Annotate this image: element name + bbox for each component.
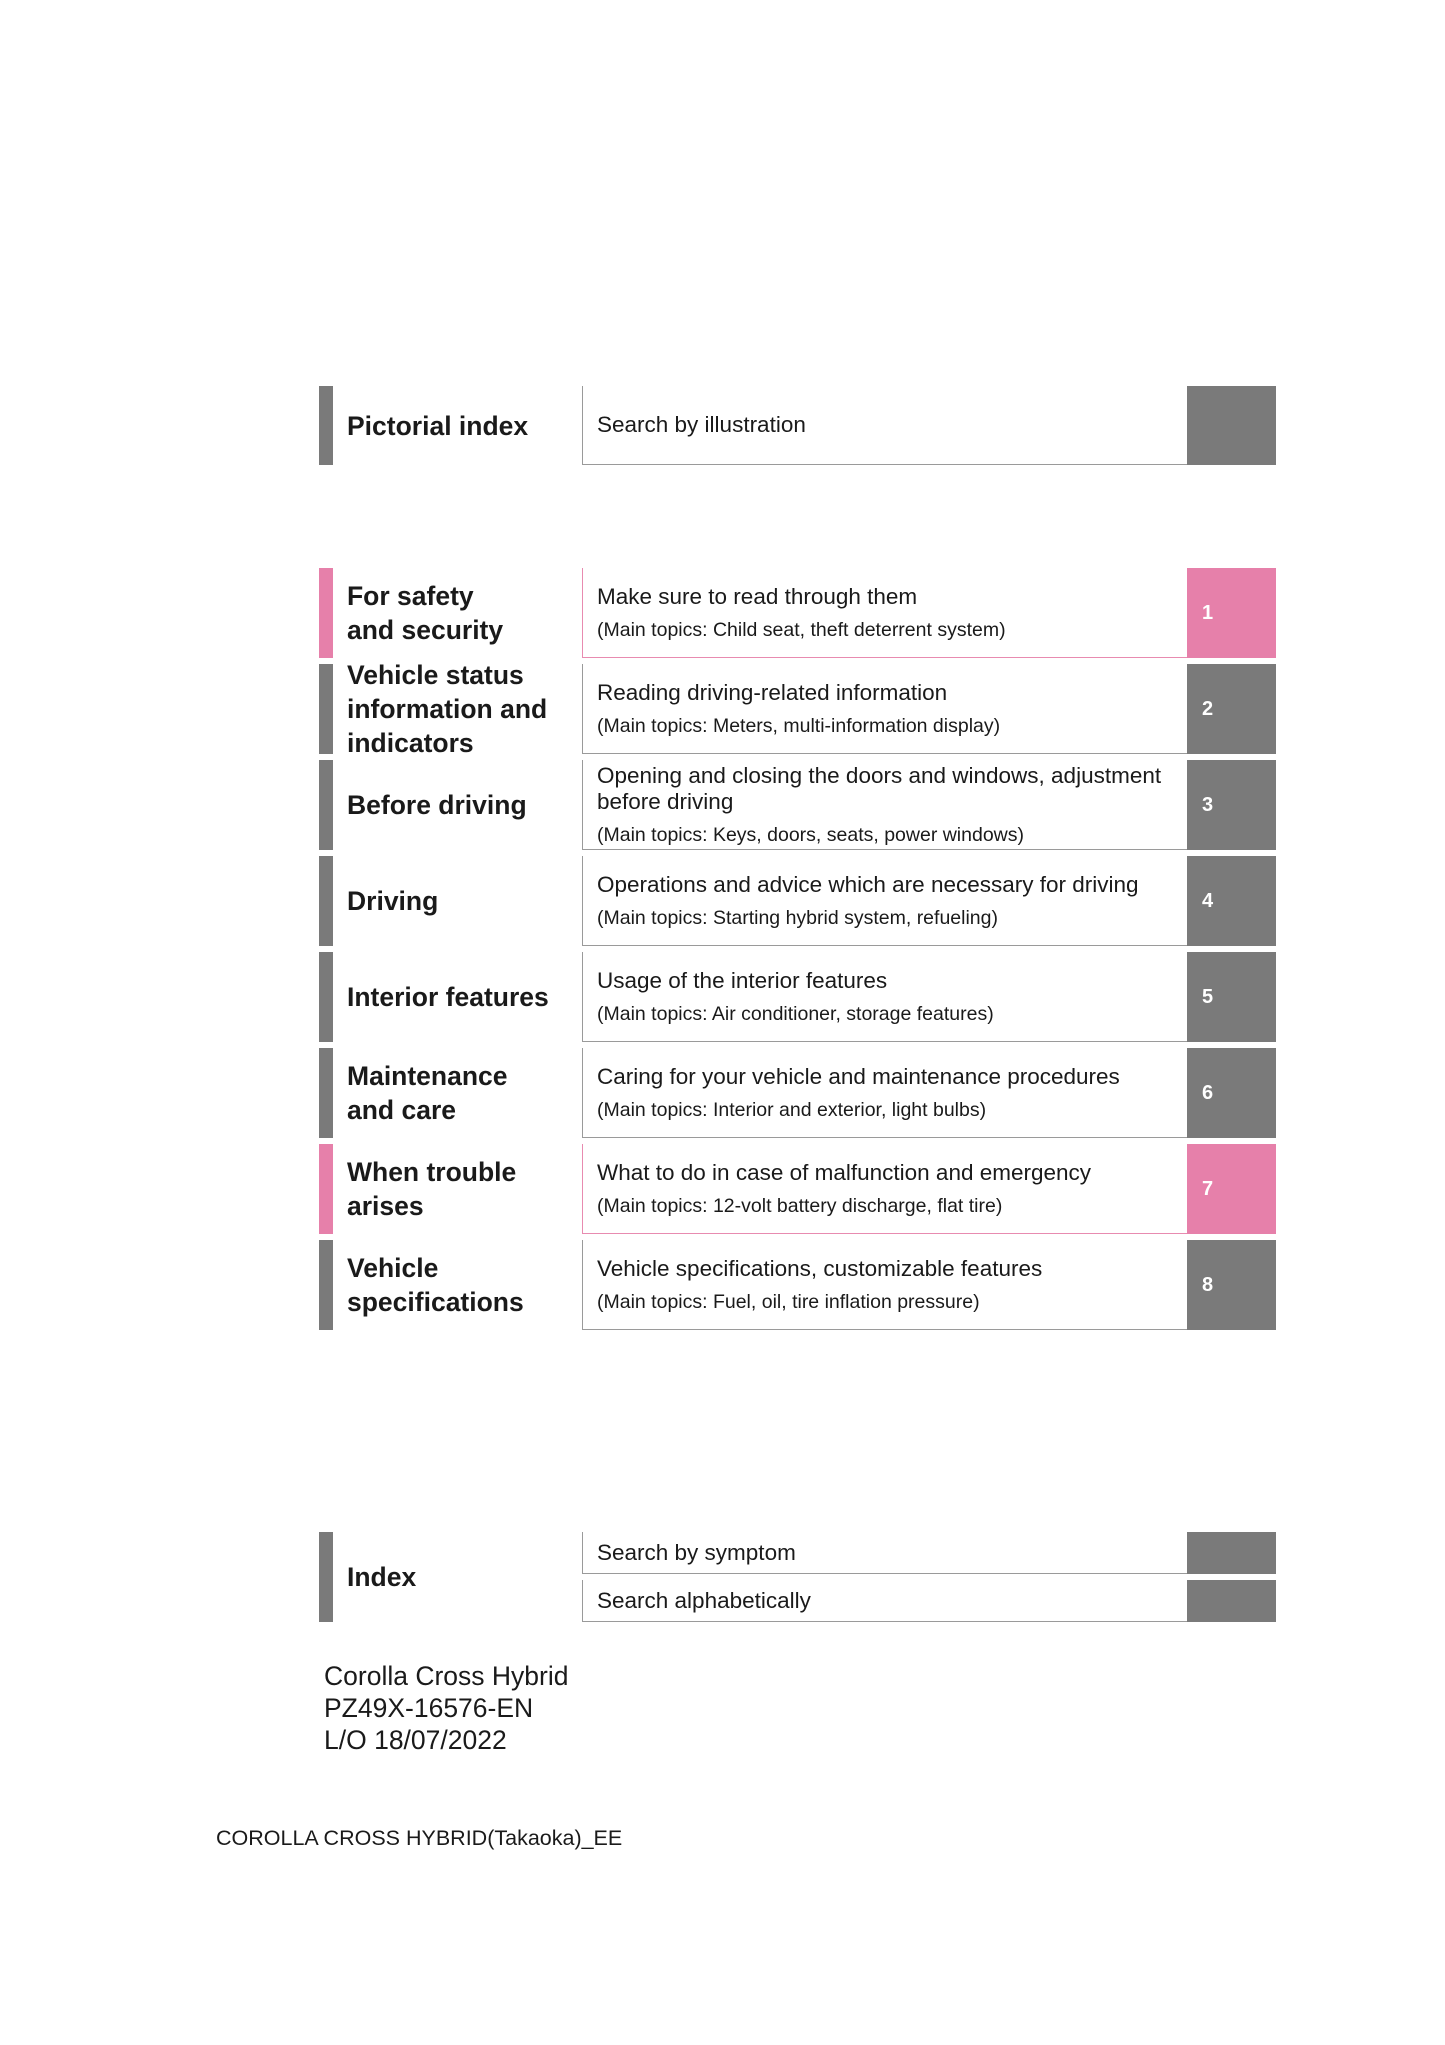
chapter-main-text: Opening and closing the doors and windows, adjustment before driving	[597, 762, 1162, 814]
chapter-description	[582, 664, 1187, 754]
index-tab[interactable]	[1187, 1580, 1276, 1622]
index-tab[interactable]	[1187, 1532, 1276, 1574]
model-name: Corolla Cross Hybrid	[324, 1661, 569, 1691]
chapter-topics: (Main topics: Interior and exterior, light bulbs)	[597, 1098, 987, 1121]
chapter-title-line: Driving	[347, 886, 439, 916]
pictorial-index-title: Pictorial index	[347, 410, 529, 441]
layout-date: L/O 18/07/2022	[324, 1725, 507, 1755]
chapter-description	[582, 1048, 1187, 1138]
chapter-main-text: Make sure to read through them	[597, 583, 918, 609]
chapter-topics: (Main topics: Air conditioner, storage features)	[597, 1002, 994, 1025]
section-marker-bar	[319, 856, 333, 946]
chapter-topics: (Main topics: Fuel, oil, tire inflation pressure)	[597, 1290, 980, 1313]
chapter-tab[interactable]: 7	[1187, 1144, 1276, 1234]
chapter-topics: (Main topics: 12-volt battery discharge, flat tire)	[597, 1194, 1003, 1217]
chapter-topics: (Main topics: Child seat, theft deterrent system)	[597, 618, 1006, 641]
section-marker-bar	[319, 1240, 333, 1330]
chapter-title-line: Vehicle	[347, 1253, 439, 1283]
chapter-title	[347, 856, 577, 946]
section-marker-bar	[319, 664, 333, 754]
chapter-row-3[interactable]	[319, 760, 1276, 850]
chapter-title-line: indicators	[347, 728, 474, 758]
chapter-description	[582, 568, 1187, 658]
page-footer: COROLLA CROSS HYBRID(Takaoka)_EE	[216, 1826, 623, 1850]
chapter-tab[interactable]: 1	[1187, 568, 1276, 658]
chapter-title-line: and care	[347, 1095, 457, 1125]
section-marker-bar	[319, 386, 333, 465]
chapter-row-7[interactable]	[319, 1144, 1276, 1234]
chapter-main-text: Vehicle specifications, customizable features	[597, 1255, 1043, 1281]
chapter-title-line: information and	[347, 694, 548, 724]
chapter-row-1[interactable]	[319, 568, 1276, 658]
section-marker-bar	[319, 1532, 333, 1622]
part-number: PZ49X-16576-EN	[324, 1693, 534, 1723]
chapter-main-text: Caring for your vehicle and maintenance procedures	[597, 1063, 1120, 1089]
section-marker-bar	[319, 568, 333, 658]
chapter-tab[interactable]: 6	[1187, 1048, 1276, 1138]
chapter-title	[347, 1240, 577, 1330]
chapter-title-line: specifications	[347, 1287, 524, 1317]
chapter-tab[interactable]: 2	[1187, 664, 1276, 754]
section-marker-bar	[319, 952, 333, 1042]
chapter-tab[interactable]: 5	[1187, 952, 1276, 1042]
chapter-main-text: What to do in case of malfunction and emergency	[597, 1159, 1092, 1185]
chapter-topics: (Main topics: Meters, multi-information display)	[597, 714, 1001, 737]
chapter-tab[interactable]: 4	[1187, 856, 1276, 946]
chapter-title-line: arises	[347, 1191, 424, 1221]
chapter-title-line: When trouble	[347, 1157, 517, 1187]
chapter-topics: (Main topics: Keys, doors, seats, power windows)	[597, 823, 1025, 846]
chapter-description	[582, 760, 1187, 850]
chapter-row-5[interactable]	[319, 952, 1276, 1042]
index-title: Index	[347, 1562, 417, 1592]
chapter-title	[347, 760, 577, 850]
chapter-title-line: Interior features	[347, 982, 549, 1012]
chapter-tab[interactable]: 8	[1187, 1240, 1276, 1330]
chapter-row-2[interactable]	[319, 660, 1276, 758]
chapter-description	[582, 1144, 1187, 1234]
chapter-title	[347, 1048, 577, 1138]
chapter-tab[interactable]: 3	[1187, 760, 1276, 850]
pictorial-index-text: Search by illustration	[597, 412, 806, 437]
chapter-row-8[interactable]	[319, 1240, 1276, 1330]
index-item-symptom[interactable]	[582, 1532, 1276, 1574]
chapter-description	[582, 1240, 1187, 1330]
section-marker-bar	[319, 1144, 333, 1234]
chapter-description	[582, 952, 1187, 1042]
index-row	[319, 1532, 1276, 1622]
chapter-topics: (Main topics: Starting hybrid system, refueling)	[597, 906, 998, 929]
chapter-title-line: Maintenance	[347, 1061, 508, 1091]
chapter-row-4[interactable]	[319, 856, 1276, 946]
section-marker-bar	[319, 1048, 333, 1138]
chapter-title-line: For safety	[347, 581, 474, 611]
pictorial-index-row[interactable]	[319, 386, 1276, 465]
chapter-title	[347, 660, 577, 758]
pictorial-index-description	[582, 386, 1187, 465]
pictorial-index-tab[interactable]	[1187, 386, 1276, 465]
chapter-title-line: and security	[347, 615, 504, 645]
chapter-title	[347, 1144, 577, 1234]
index-item-label: Search alphabetically	[582, 1580, 1187, 1622]
section-marker-bar	[319, 760, 333, 850]
chapter-main-text: Reading driving-related information	[597, 679, 948, 705]
chapter-description	[582, 856, 1187, 946]
chapter-main-text: Usage of the interior features	[597, 967, 888, 993]
chapter-title	[347, 952, 577, 1042]
chapter-title	[347, 568, 577, 658]
index-item-label: Search by symptom	[582, 1532, 1187, 1574]
chapter-title-line: Vehicle status	[347, 660, 524, 690]
chapter-main-text: Operations and advice which are necessary for driving	[597, 871, 1139, 897]
document-meta	[324, 1660, 568, 1756]
chapter-title-line: Before driving	[347, 790, 527, 820]
chapter-row-6[interactable]	[319, 1048, 1276, 1138]
index-item-alphabetical[interactable]	[582, 1580, 1276, 1622]
